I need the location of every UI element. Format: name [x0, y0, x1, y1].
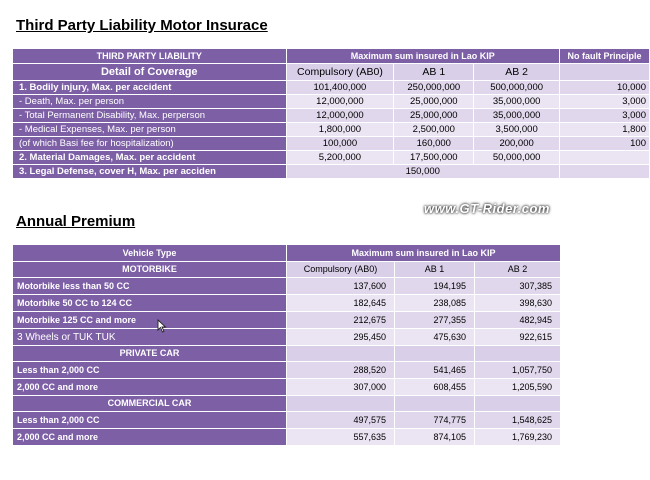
row-label: 2. Material Damages, Max. per accident	[13, 151, 287, 165]
premium-header-vehicle: Vehicle Type	[13, 245, 287, 262]
premium-value: 774,775	[395, 412, 475, 429]
premium-title: Annual Premium	[16, 213, 136, 230]
cell-value: 25,000,000	[394, 95, 474, 109]
cell-value: 5,200,000	[286, 151, 394, 165]
vehicle-label: Less than 2,000 CC	[13, 362, 287, 379]
section-label-commercial-car: COMMERCIAL CAR	[13, 396, 287, 412]
premium-value: 541,465	[395, 362, 475, 379]
section-row-private-car	[13, 346, 561, 362]
cell-value: 100,000	[286, 137, 394, 151]
mouse-pointer-icon	[157, 319, 167, 333]
cell-value: 101,400,000	[286, 81, 394, 95]
vehicle-label: 2,000 CC and more	[13, 379, 287, 396]
cell-value: 3,500,000	[474, 123, 560, 137]
premium-value: 288,520	[287, 362, 395, 379]
table-row	[13, 165, 650, 179]
table-row	[13, 137, 650, 151]
watermark: www.GT-Rider.com	[424, 201, 550, 216]
liability-subheader-row	[13, 64, 650, 81]
table-row	[13, 295, 561, 312]
table-row	[13, 429, 561, 446]
liability-header-row	[13, 49, 650, 64]
row-label: 1. Bodily injury, Max. per accident	[13, 81, 287, 95]
table-row	[13, 278, 561, 295]
col-nofault-blank	[560, 64, 650, 81]
vehicle-label: Motorbike 125 CC and more	[13, 312, 287, 329]
row-label: - Death, Max. per person	[13, 95, 287, 109]
cell-value: 35,000,000	[474, 109, 560, 123]
section-row-commercial-car	[13, 396, 561, 412]
cell-value: 25,000,000	[394, 109, 474, 123]
premium-value: 307,000	[287, 379, 395, 396]
table-row	[13, 329, 561, 346]
cell-value: 500,000,000	[474, 81, 560, 95]
table-row	[13, 312, 561, 329]
liability-header-coverage: THIRD PARTY LIABILITY	[13, 49, 287, 64]
table-row	[13, 362, 561, 379]
cell-value: 17,500,000	[394, 151, 474, 165]
cell-value: 12,000,000	[286, 109, 394, 123]
liability-header-nofault: No fault Principle	[560, 49, 650, 64]
premium-value: 182,645	[287, 295, 395, 312]
premium-value: 398,630	[475, 295, 561, 312]
row-label: 3. Legal Defense, cover H, Max. per acciden	[13, 165, 287, 179]
table-row	[13, 123, 650, 137]
cell-value: 35,000,000	[474, 95, 560, 109]
premium-value: 194,195	[395, 278, 475, 295]
premium-value: 1,205,590	[475, 379, 561, 396]
cell-value: 200,000	[474, 137, 560, 151]
liability-title: Third Party Liability Motor Insurace	[16, 17, 268, 34]
cell-value: 2,500,000	[394, 123, 474, 137]
table-row	[13, 109, 650, 123]
row-label: (of which Basi fee for hospitalization)	[13, 137, 287, 151]
premium-table	[12, 244, 561, 446]
premium-value: 307,385	[475, 278, 561, 295]
premium-value: 608,455	[395, 379, 475, 396]
premium-header-sum: Maximum sum insured in Lao KIP	[287, 245, 561, 262]
vehicle-label: 3 Wheels or TUK TUK	[13, 329, 287, 346]
premium-value: 922,615	[475, 329, 561, 346]
premium-value: 874,105	[395, 429, 475, 446]
col-ab2: AB 2	[475, 262, 561, 278]
liability-header-sum: Maximum sum insured in Lao KIP	[286, 49, 560, 64]
table-row	[13, 412, 561, 429]
premium-value: 238,085	[395, 295, 475, 312]
cell-value: 50,000,000	[474, 151, 560, 165]
cell-value: 160,000	[394, 137, 474, 151]
cell-value: 100	[560, 137, 650, 151]
row-label: - Total Permanent Disability, Max. perperson	[13, 109, 287, 123]
cell-value: 12,000,000	[286, 95, 394, 109]
row-label: - Medical Expenses, Max. per person	[13, 123, 287, 137]
cell-value: 10,000	[560, 81, 650, 95]
vehicle-label: Motorbike 50 CC to 124 CC	[13, 295, 287, 312]
cell-value: 1,800	[560, 123, 650, 137]
premium-value: 482,945	[475, 312, 561, 329]
premium-value: 497,575	[287, 412, 395, 429]
cell-value: 150,000	[286, 165, 560, 179]
premium-value: 277,355	[395, 312, 475, 329]
premium-value: 475,630	[395, 329, 475, 346]
table-row	[13, 379, 561, 396]
vehicle-label: Less than 2,000 CC	[13, 412, 287, 429]
cell-value	[560, 151, 650, 165]
detail-of-coverage-label: Detail of Coverage	[13, 64, 287, 81]
table-row	[13, 95, 650, 109]
col-compulsory: Compulsory (AB0)	[287, 262, 395, 278]
premium-value: 137,600	[287, 278, 395, 295]
cell-value: 250,000,000	[394, 81, 474, 95]
cell-value: 3,000	[560, 109, 650, 123]
cell-value: 1,800,000	[286, 123, 394, 137]
vehicle-label: Motorbike less than 50 CC	[13, 278, 287, 295]
section-label-private-car: PRIVATE CAR	[13, 346, 287, 362]
section-label-motorbike: MOTORBIKE	[13, 262, 287, 278]
premium-value: 295,450	[287, 329, 395, 346]
col-ab2: AB 2	[474, 64, 560, 81]
premium-value: 212,675	[287, 312, 395, 329]
premium-value: 1,769,230	[475, 429, 561, 446]
table-row	[13, 81, 650, 95]
cell-value	[560, 165, 650, 179]
premium-value: 1,548,625	[475, 412, 561, 429]
premium-header-row	[13, 245, 561, 262]
premium-value: 1,057,750	[475, 362, 561, 379]
col-compulsory: Compulsory (AB0)	[286, 64, 394, 81]
section-row-motorbike	[13, 262, 561, 278]
cell-value: 3,000	[560, 95, 650, 109]
liability-table	[12, 48, 650, 179]
vehicle-label: 2,000 CC and more	[13, 429, 287, 446]
premium-value: 557,635	[287, 429, 395, 446]
col-ab1: AB 1	[395, 262, 475, 278]
col-ab1: AB 1	[394, 64, 474, 81]
table-row	[13, 151, 650, 165]
